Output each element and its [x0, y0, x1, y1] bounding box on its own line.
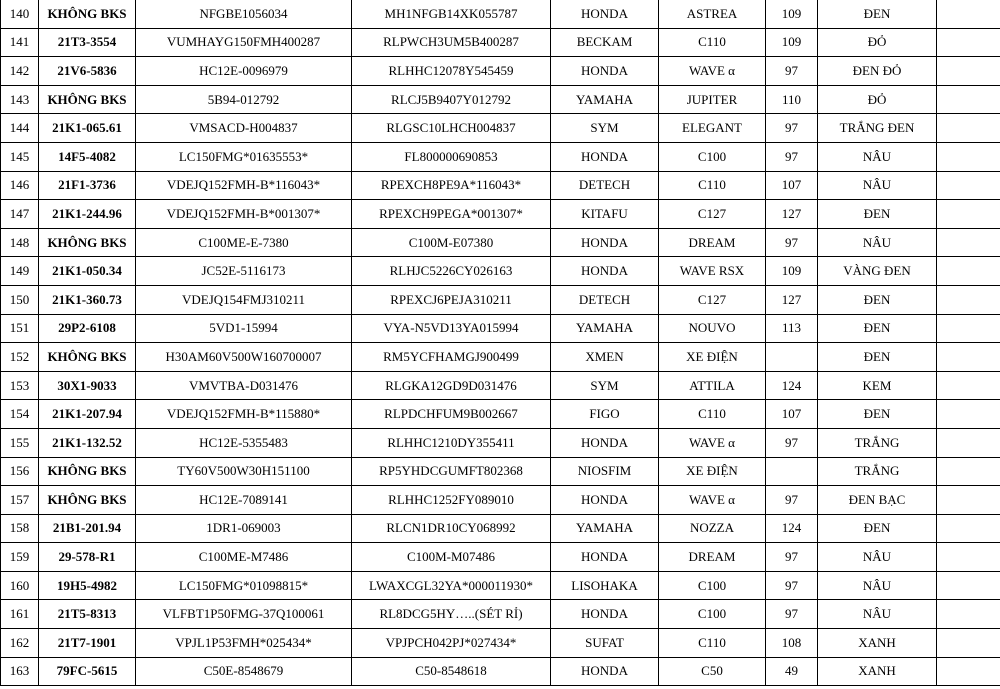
note-cell	[937, 171, 1000, 200]
model-cell: NOUVO	[659, 314, 766, 343]
license-plate-cell: 21K1-207.94	[39, 400, 136, 429]
frame-number-cell: RLGKA12GD9D031476	[352, 371, 551, 400]
frame-number-cell: RLHJC5226CY026163	[352, 257, 551, 286]
brand-cell: DETECH	[551, 171, 659, 200]
note-cell	[937, 543, 1000, 572]
engine-number-cell: 5VD1-15994	[136, 314, 352, 343]
color-cell: ĐEN	[818, 200, 937, 229]
engine-capacity-cell: 127	[766, 200, 818, 229]
row-number-cell: 151	[1, 314, 39, 343]
note-cell	[937, 257, 1000, 286]
table-row	[1, 657, 1000, 686]
brand-cell: HONDA	[551, 428, 659, 457]
license-plate-cell: KHÔNG BKS	[39, 85, 136, 114]
brand-cell: DETECH	[551, 285, 659, 314]
frame-number-cell: RP5YHDCGUMFT802368	[352, 457, 551, 486]
note-cell	[937, 343, 1000, 372]
brand-cell: HONDA	[551, 142, 659, 171]
engine-capacity-cell: 108	[766, 629, 818, 658]
frame-number-cell: C100M-M07486	[352, 543, 551, 572]
row-number-cell: 145	[1, 142, 39, 171]
engine-number-cell: C100ME-M7486	[136, 543, 352, 572]
model-cell: ASTREA	[659, 0, 766, 28]
model-cell: NOZZA	[659, 514, 766, 543]
table-row	[1, 457, 1000, 486]
table-row	[1, 114, 1000, 143]
frame-number-cell: RM5YCFHAMGJ900499	[352, 343, 551, 372]
engine-number-cell: VDEJQ152FMH-B*001307*	[136, 200, 352, 229]
row-number-cell: 154	[1, 400, 39, 429]
color-cell: NÂU	[818, 142, 937, 171]
model-cell: WAVE RSX	[659, 257, 766, 286]
license-plate-cell: 21T5-8313	[39, 600, 136, 629]
brand-cell: HONDA	[551, 57, 659, 86]
row-number-cell: 156	[1, 457, 39, 486]
engine-number-cell: JC52E-5116173	[136, 257, 352, 286]
frame-number-cell: C50-8548618	[352, 657, 551, 686]
model-cell: C110	[659, 28, 766, 57]
license-plate-cell: 29P2-6108	[39, 314, 136, 343]
model-cell: C110	[659, 171, 766, 200]
frame-number-cell: MH1NFGB14XK055787	[352, 0, 551, 28]
engine-number-cell: LC150FMG*01098815*	[136, 571, 352, 600]
model-cell: C110	[659, 400, 766, 429]
engine-number-cell: TY60V500W30H151100	[136, 457, 352, 486]
license-plate-cell: 29-578-R1	[39, 543, 136, 572]
model-cell: C127	[659, 285, 766, 314]
table-row	[1, 514, 1000, 543]
row-number-cell: 149	[1, 257, 39, 286]
brand-cell: YAMAHA	[551, 85, 659, 114]
color-cell: NÂU	[818, 171, 937, 200]
table-row	[1, 371, 1000, 400]
brand-cell: SUFAT	[551, 629, 659, 658]
engine-capacity-cell	[766, 457, 818, 486]
engine-capacity-cell: 97	[766, 571, 818, 600]
license-plate-cell: 21V6-5836	[39, 57, 136, 86]
license-plate-cell: KHÔNG BKS	[39, 0, 136, 28]
note-cell	[937, 514, 1000, 543]
frame-number-cell: RLHHC1210DY355411	[352, 428, 551, 457]
frame-number-cell: RLPWCH3UM5B400287	[352, 28, 551, 57]
table-row	[1, 486, 1000, 515]
engine-capacity-cell: 124	[766, 371, 818, 400]
note-cell	[937, 428, 1000, 457]
engine-capacity-cell: 49	[766, 657, 818, 686]
brand-cell: YAMAHA	[551, 314, 659, 343]
frame-number-cell: RPEXCH9PEGA*001307*	[352, 200, 551, 229]
model-cell: WAVE α	[659, 57, 766, 86]
frame-number-cell: RLHHC1252FY089010	[352, 486, 551, 515]
row-number-cell: 159	[1, 543, 39, 572]
table-row	[1, 285, 1000, 314]
brand-cell: HONDA	[551, 0, 659, 28]
color-cell: NÂU	[818, 543, 937, 572]
table-row	[1, 571, 1000, 600]
color-cell: TRẮNG	[818, 457, 937, 486]
brand-cell: XMEN	[551, 343, 659, 372]
color-cell: XANH	[818, 657, 937, 686]
row-number-cell: 153	[1, 371, 39, 400]
engine-capacity-cell: 97	[766, 543, 818, 572]
license-plate-cell: KHÔNG BKS	[39, 343, 136, 372]
note-cell	[937, 285, 1000, 314]
color-cell: NÂU	[818, 571, 937, 600]
table-row	[1, 343, 1000, 372]
model-cell: XE ĐIỆN	[659, 457, 766, 486]
engine-number-cell: NFGBE1056034	[136, 0, 352, 28]
note-cell	[937, 371, 1000, 400]
engine-capacity-cell: 97	[766, 600, 818, 629]
frame-number-cell: RLHHC12078Y545459	[352, 57, 551, 86]
engine-capacity-cell: 97	[766, 57, 818, 86]
color-cell: NÂU	[818, 600, 937, 629]
table-row	[1, 629, 1000, 658]
engine-number-cell: VLFBT1P50FMG-37Q100061	[136, 600, 352, 629]
frame-number-cell: LWAXCGL32YA*000011930*	[352, 571, 551, 600]
engine-capacity-cell: 124	[766, 514, 818, 543]
engine-number-cell: VMSACD-H004837	[136, 114, 352, 143]
note-cell	[937, 400, 1000, 429]
engine-number-cell: H30AM60V500W160700007	[136, 343, 352, 372]
engine-capacity-cell: 109	[766, 28, 818, 57]
model-cell: JUPITER	[659, 85, 766, 114]
note-cell	[937, 314, 1000, 343]
color-cell: TRẮNG	[818, 428, 937, 457]
engine-number-cell: C100ME-E-7380	[136, 228, 352, 257]
frame-number-cell: C100M-E07380	[352, 228, 551, 257]
note-cell	[937, 57, 1000, 86]
note-cell	[937, 600, 1000, 629]
license-plate-cell: 21T7-1901	[39, 629, 136, 658]
color-cell: VÀNG ĐEN	[818, 257, 937, 286]
engine-capacity-cell: 107	[766, 171, 818, 200]
engine-number-cell: VDEJQ152FMH-B*115880*	[136, 400, 352, 429]
note-cell	[937, 629, 1000, 658]
row-number-cell: 158	[1, 514, 39, 543]
license-plate-cell: 79FC-5615	[39, 657, 136, 686]
color-cell: ĐỎ	[818, 85, 937, 114]
color-cell: ĐEN	[818, 343, 937, 372]
brand-cell: HONDA	[551, 257, 659, 286]
model-cell: C100	[659, 142, 766, 171]
brand-cell: NIOSFIM	[551, 457, 659, 486]
brand-cell: YAMAHA	[551, 514, 659, 543]
table-row	[1, 257, 1000, 286]
table-row	[1, 28, 1000, 57]
brand-cell: FIGO	[551, 400, 659, 429]
color-cell: ĐEN	[818, 285, 937, 314]
table-row	[1, 171, 1000, 200]
model-cell: WAVE α	[659, 486, 766, 515]
license-plate-cell: 30X1-9033	[39, 371, 136, 400]
model-cell: ATTILA	[659, 371, 766, 400]
color-cell: KEM	[818, 371, 937, 400]
brand-cell: BECKAM	[551, 28, 659, 57]
brand-cell: LISOHAKA	[551, 571, 659, 600]
model-cell: ELEGANT	[659, 114, 766, 143]
license-plate-cell: KHÔNG BKS	[39, 486, 136, 515]
row-number-cell: 146	[1, 171, 39, 200]
license-plate-cell: 21T3-3554	[39, 28, 136, 57]
row-number-cell: 160	[1, 571, 39, 600]
row-number-cell: 162	[1, 629, 39, 658]
license-plate-cell: 21K1-360.73	[39, 285, 136, 314]
row-number-cell: 150	[1, 285, 39, 314]
model-cell: C100	[659, 600, 766, 629]
row-number-cell: 141	[1, 28, 39, 57]
row-number-cell: 147	[1, 200, 39, 229]
license-plate-cell: KHÔNG BKS	[39, 457, 136, 486]
vehicle-table-body	[1, 0, 1000, 686]
frame-number-cell: RLPDCHFUM9B002667	[352, 400, 551, 429]
engine-number-cell: HC12E-7089141	[136, 486, 352, 515]
color-cell: ĐEN	[818, 400, 937, 429]
model-cell: DREAM	[659, 228, 766, 257]
engine-number-cell: HC12E-0096979	[136, 57, 352, 86]
row-number-cell: 143	[1, 85, 39, 114]
brand-cell: HONDA	[551, 486, 659, 515]
note-cell	[937, 85, 1000, 114]
brand-cell: HONDA	[551, 600, 659, 629]
note-cell	[937, 457, 1000, 486]
frame-number-cell: RLGSC10LHCH004837	[352, 114, 551, 143]
row-number-cell: 163	[1, 657, 39, 686]
table-row	[1, 0, 1000, 28]
model-cell: C50	[659, 657, 766, 686]
engine-number-cell: VPJL1P53FMH*025434*	[136, 629, 352, 658]
engine-capacity-cell: 107	[766, 400, 818, 429]
brand-cell: SYM	[551, 114, 659, 143]
license-plate-cell: 21F1-3736	[39, 171, 136, 200]
note-cell	[937, 228, 1000, 257]
engine-number-cell: VDEJQ152FMH-B*116043*	[136, 171, 352, 200]
brand-cell: HONDA	[551, 228, 659, 257]
engine-capacity-cell: 109	[766, 257, 818, 286]
color-cell: NÂU	[818, 228, 937, 257]
engine-capacity-cell: 97	[766, 486, 818, 515]
note-cell	[937, 114, 1000, 143]
license-plate-cell: 21B1-201.94	[39, 514, 136, 543]
license-plate-cell: 21K1-132.52	[39, 428, 136, 457]
engine-number-cell: VDEJQ154FMJ310211	[136, 285, 352, 314]
row-number-cell: 161	[1, 600, 39, 629]
model-cell: XE ĐIỆN	[659, 343, 766, 372]
note-cell	[937, 28, 1000, 57]
row-number-cell: 155	[1, 428, 39, 457]
engine-capacity-cell: 113	[766, 314, 818, 343]
row-number-cell: 152	[1, 343, 39, 372]
row-number-cell: 144	[1, 114, 39, 143]
license-plate-cell: 19H5-4982	[39, 571, 136, 600]
color-cell: TRẮNG ĐEN	[818, 114, 937, 143]
color-cell: ĐỎ	[818, 28, 937, 57]
model-cell: C100	[659, 571, 766, 600]
table-row	[1, 543, 1000, 572]
table-row	[1, 142, 1000, 171]
note-cell	[937, 142, 1000, 171]
color-cell: ĐEN ĐỎ	[818, 57, 937, 86]
model-cell: C110	[659, 629, 766, 658]
license-plate-cell: KHÔNG BKS	[39, 228, 136, 257]
note-cell	[937, 571, 1000, 600]
row-number-cell: 148	[1, 228, 39, 257]
row-number-cell: 157	[1, 486, 39, 515]
engine-number-cell: 5B94-012792	[136, 85, 352, 114]
frame-number-cell: FL800000690853	[352, 142, 551, 171]
frame-number-cell: RLCN1DR10CY068992	[352, 514, 551, 543]
note-cell	[937, 486, 1000, 515]
table-row	[1, 200, 1000, 229]
frame-number-cell: VPJPCH042PJ*027434*	[352, 629, 551, 658]
engine-capacity-cell: 110	[766, 85, 818, 114]
engine-capacity-cell: 97	[766, 114, 818, 143]
table-row	[1, 57, 1000, 86]
license-plate-cell: 21K1-050.34	[39, 257, 136, 286]
engine-capacity-cell	[766, 343, 818, 372]
engine-capacity-cell: 97	[766, 428, 818, 457]
frame-number-cell: RPEXCJ6PEJA310211	[352, 285, 551, 314]
note-cell	[937, 0, 1000, 28]
table-row	[1, 314, 1000, 343]
engine-number-cell: VUMHAYG150FMH400287	[136, 28, 352, 57]
engine-number-cell: 1DR1-069003	[136, 514, 352, 543]
engine-capacity-cell: 127	[766, 285, 818, 314]
model-cell: DREAM	[659, 543, 766, 572]
model-cell: C127	[659, 200, 766, 229]
table-row	[1, 428, 1000, 457]
engine-number-cell: HC12E-5355483	[136, 428, 352, 457]
brand-cell: KITAFU	[551, 200, 659, 229]
brand-cell: HONDA	[551, 657, 659, 686]
frame-number-cell: RL8DCG5HY…..(SÉT RỈ)	[352, 600, 551, 629]
row-number-cell: 140	[1, 0, 39, 28]
model-cell: WAVE α	[659, 428, 766, 457]
note-cell	[937, 200, 1000, 229]
engine-capacity-cell: 97	[766, 142, 818, 171]
engine-number-cell: LC150FMG*01635553*	[136, 142, 352, 171]
license-plate-cell: 21K1-065.61	[39, 114, 136, 143]
row-number-cell: 142	[1, 57, 39, 86]
frame-number-cell: VYA-N5VD13YA015994	[352, 314, 551, 343]
license-plate-cell: 14F5-4082	[39, 142, 136, 171]
table-row	[1, 228, 1000, 257]
table-row	[1, 600, 1000, 629]
engine-capacity-cell: 109	[766, 0, 818, 28]
engine-number-cell: VMVTBA-D031476	[136, 371, 352, 400]
brand-cell: SYM	[551, 371, 659, 400]
color-cell: ĐEN	[818, 314, 937, 343]
note-cell	[937, 657, 1000, 686]
table-row	[1, 400, 1000, 429]
color-cell: XANH	[818, 629, 937, 658]
color-cell: ĐEN BẠC	[818, 486, 937, 515]
license-plate-cell: 21K1-244.96	[39, 200, 136, 229]
engine-number-cell: C50E-8548679	[136, 657, 352, 686]
brand-cell: HONDA	[551, 543, 659, 572]
frame-number-cell: RLCJ5B9407Y012792	[352, 85, 551, 114]
table-row	[1, 85, 1000, 114]
color-cell: ĐEN	[818, 514, 937, 543]
engine-capacity-cell: 97	[766, 228, 818, 257]
frame-number-cell: RPEXCH8PE9A*116043*	[352, 171, 551, 200]
color-cell: ĐEN	[818, 0, 937, 28]
